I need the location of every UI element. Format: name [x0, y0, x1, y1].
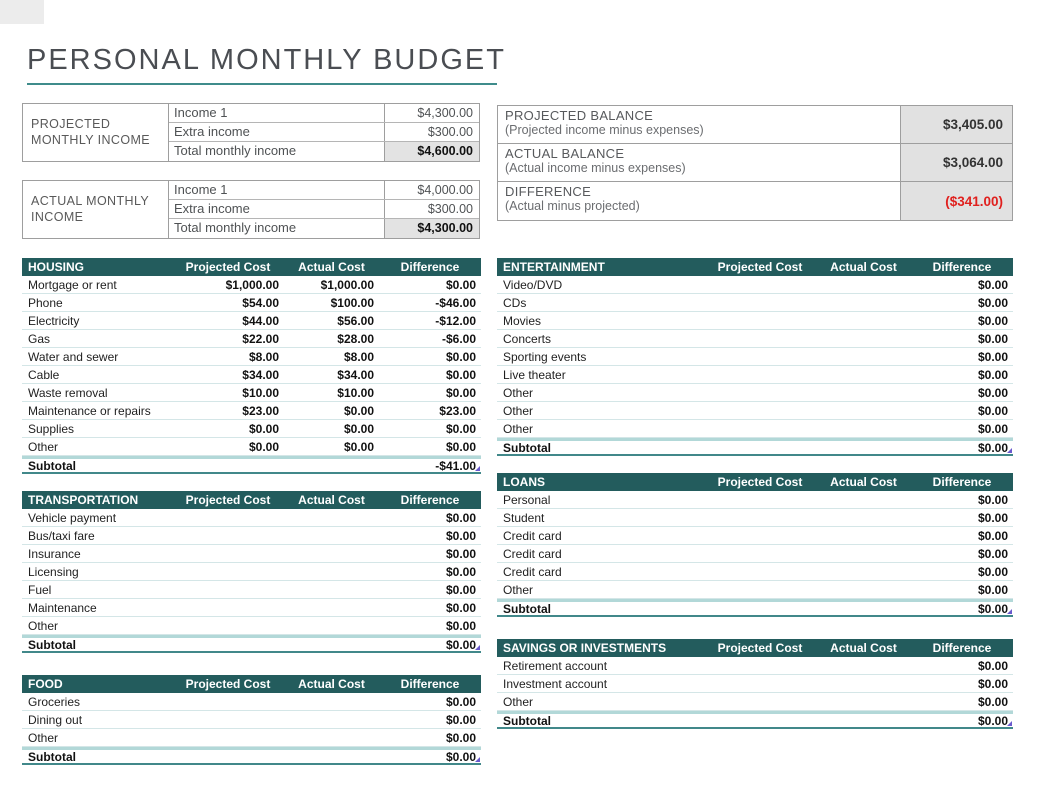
table-row [497, 563, 1013, 581]
subtotal-row [22, 747, 481, 765]
table-row [22, 599, 481, 617]
title-block [27, 44, 506, 85]
row-label-cell[interactable]: Supplies [28, 421, 75, 436]
loans-table-header [497, 473, 1013, 491]
income-item-cell[interactable]: Extra income [174, 124, 250, 139]
actual-cost-header: Actual Cost [298, 493, 365, 507]
actual-cost-header: Actual Cost [298, 677, 365, 691]
subtotal-difference-cell: -$41.00 [435, 458, 476, 473]
difference-cell: $0.00 [445, 510, 476, 525]
difference-cell: $0.00 [977, 492, 1008, 507]
table-row [22, 545, 481, 563]
table-row [22, 509, 481, 527]
difference-cell: $0.00 [977, 510, 1008, 525]
row-label-cell[interactable]: Other [503, 694, 534, 709]
smart-tag-triangle [1007, 721, 1012, 726]
food-table [22, 675, 481, 765]
income-total-label-cell: Total monthly income [174, 220, 297, 235]
table-row [497, 348, 1013, 366]
difference-header: Difference [400, 677, 460, 691]
difference-cell: $0.00 [445, 439, 476, 454]
difference-cell: $0.00 [445, 385, 476, 400]
table-row [497, 581, 1013, 599]
actual-balance-subtitle: (Actual income minus expenses) [505, 161, 686, 175]
difference-cell: $0.00 [445, 367, 476, 382]
subtotal-row [497, 599, 1013, 617]
top-left-artifact [0, 0, 44, 24]
difference-row [498, 182, 1012, 220]
row-label-cell[interactable]: Vehicle payment [28, 510, 117, 525]
food-table-header [22, 675, 481, 693]
row-label-cell[interactable]: Retirement account [503, 658, 608, 673]
subtotal-row [497, 711, 1013, 729]
difference-cell: $0.00 [977, 658, 1008, 673]
row-label-cell[interactable]: Investment account [503, 676, 608, 691]
difference-cell: -$6.00 [441, 331, 476, 346]
projected-balance-subtitle: (Projected income minus expenses) [505, 123, 704, 137]
table-row [22, 312, 481, 330]
savings-table-header [497, 639, 1013, 657]
table-row [497, 294, 1013, 312]
table-row [22, 276, 481, 294]
difference-cell: $0.00 [445, 421, 476, 436]
table-title: HOUSING [28, 260, 85, 274]
actual-cost-cell[interactable]: $100.00 [330, 295, 374, 310]
row-label-cell[interactable]: Other [28, 618, 59, 633]
smart-tag-triangle [475, 757, 480, 762]
subtotal-difference-cell: $0.00 [977, 713, 1008, 728]
income-item-cell[interactable]: Income 1 [174, 182, 228, 197]
subtotal-label: Subtotal [28, 637, 76, 652]
subtotal-label: Subtotal [28, 749, 76, 764]
projected-cost-cell[interactable]: $34.00 [242, 367, 279, 382]
actual-cost-cell[interactable]: $56.00 [337, 313, 374, 328]
right-column [497, 258, 1013, 729]
transportation-table [22, 491, 481, 653]
row-label-cell[interactable]: Other [28, 730, 59, 745]
projected-balance-title: PROJECTED BALANCE [505, 108, 654, 123]
table-row [497, 527, 1013, 545]
subtotal-row [22, 456, 481, 474]
table-row [497, 312, 1013, 330]
income-value-cell[interactable]: $4,300.00 [384, 104, 479, 122]
difference-cell: $0.00 [445, 618, 476, 633]
table-title: ENTERTAINMENT [503, 260, 605, 274]
row-label-cell[interactable]: Maintenance [28, 600, 97, 615]
income-row [169, 200, 479, 219]
table-row [22, 527, 481, 545]
difference-title: DIFFERENCE [505, 184, 592, 199]
difference-cell: $0.00 [445, 546, 476, 561]
projected-cost-cell[interactable]: $22.00 [242, 331, 279, 346]
table-row [22, 348, 481, 366]
table-row [497, 491, 1013, 509]
projected-cost-cell[interactable]: $8.00 [248, 349, 279, 364]
row-label-cell[interactable]: Phone [28, 295, 63, 310]
actual-balance-value: $3,064.00 [900, 144, 1012, 181]
page-title: PERSONAL MONTHLY BUDGET [27, 44, 506, 76]
income-value-cell[interactable]: $300.00 [384, 200, 479, 218]
row-label-cell[interactable]: Credit card [503, 564, 562, 579]
table-row [22, 711, 481, 729]
table-row [22, 438, 481, 456]
table-row [497, 402, 1013, 420]
table-title: FOOD [28, 677, 63, 691]
row-label-cell[interactable]: Movies [503, 313, 542, 328]
difference-header: Difference [932, 641, 992, 655]
difference-cell: $0.00 [445, 349, 476, 364]
table-row [497, 384, 1013, 402]
row-label-cell[interactable]: Mortgage or rent [28, 277, 117, 292]
table-row [497, 675, 1013, 693]
table-row [497, 420, 1013, 438]
difference-cell: $0.00 [977, 546, 1008, 561]
difference-subtitle: (Actual minus projected) [505, 199, 640, 213]
table-row [22, 617, 481, 635]
table-row [22, 420, 481, 438]
actual-cost-cell[interactable]: $10.00 [337, 385, 374, 400]
difference-header: Difference [400, 260, 460, 274]
projected-balance-row [498, 106, 1012, 144]
actual-balance-title: ACTUAL BALANCE [505, 146, 625, 161]
difference-cell: $0.00 [977, 421, 1008, 436]
projected-cost-header: Projected Cost [717, 475, 803, 489]
row-label-cell[interactable]: Video/DVD [503, 277, 563, 292]
income-value-cell[interactable]: $4,000.00 [384, 181, 479, 199]
subtotal-label: Subtotal [503, 713, 551, 728]
table-row [497, 330, 1013, 348]
projected-cost-cell[interactable]: $23.00 [242, 403, 279, 418]
subtotal-difference-cell: $0.00 [445, 749, 476, 764]
table-row [22, 729, 481, 747]
row-label-cell[interactable]: Student [503, 510, 545, 525]
smart-tag-triangle [475, 466, 480, 471]
table-row [497, 509, 1013, 527]
row-label-cell[interactable]: Other [503, 385, 534, 400]
table-row [22, 384, 481, 402]
difference-cell: $0.00 [445, 600, 476, 615]
projected-cost-header: Projected Cost [185, 260, 271, 274]
difference-cell: $0.00 [977, 349, 1008, 364]
actual-balance-row [498, 144, 1012, 182]
loans-table [497, 473, 1013, 617]
difference-cell: $0.00 [445, 712, 476, 727]
subtotal-difference-cell: $0.00 [445, 637, 476, 652]
income-total-row [169, 142, 479, 161]
income-item-cell[interactable]: Income 1 [174, 105, 228, 120]
difference-cell: $0.00 [977, 277, 1008, 292]
table-row [22, 581, 481, 599]
difference-header: Difference [932, 260, 992, 274]
difference-cell: $0.00 [977, 528, 1008, 543]
subtotal-row [497, 438, 1013, 456]
difference-cell: $0.00 [977, 331, 1008, 346]
difference-cell: $0.00 [977, 582, 1008, 597]
row-label-cell[interactable]: Other [503, 582, 534, 597]
income-total-row [169, 219, 479, 238]
housing-table [22, 258, 481, 474]
table-title: SAVINGS OR INVESTMENTS [503, 641, 667, 655]
left-column [22, 258, 481, 765]
difference-cell: $0.00 [445, 564, 476, 579]
actual-cost-header: Actual Cost [830, 260, 897, 274]
row-label-cell[interactable]: Insurance [28, 546, 81, 561]
table-row [22, 330, 481, 348]
row-label-cell[interactable]: Other [503, 403, 534, 418]
row-label-cell[interactable]: Personal [503, 492, 551, 507]
difference-cell: $0.00 [445, 694, 476, 709]
smart-tag-triangle [475, 645, 480, 650]
difference-cell: -$46.00 [435, 295, 476, 310]
actual-cost-cell[interactable]: $0.00 [343, 421, 374, 436]
subtotal-row [22, 635, 481, 653]
table-row [22, 294, 481, 312]
projected-cost-cell[interactable]: $0.00 [248, 421, 279, 436]
actual-cost-cell[interactable]: $0.00 [343, 439, 374, 454]
income-item-cell[interactable]: Extra income [174, 201, 250, 216]
row-label-cell[interactable]: Gas [28, 331, 51, 346]
actual-cost-cell[interactable]: $8.00 [343, 349, 374, 364]
row-label-cell[interactable]: Other [503, 421, 534, 436]
difference-cell: $0.00 [977, 367, 1008, 382]
actual-cost-header: Actual Cost [298, 260, 365, 274]
income-row [169, 104, 479, 123]
subtotal-label: Subtotal [28, 458, 76, 473]
projected-cost-cell[interactable]: $1,000.00 [225, 277, 279, 292]
row-label-cell[interactable]: Licensing [28, 564, 79, 579]
projected-cost-header: Projected Cost [717, 641, 803, 655]
table-row [497, 366, 1013, 384]
income-total-value-cell: $4,300.00 [384, 219, 479, 238]
projected-income-label: PROJECTED MONTHLY INCOME [23, 104, 169, 161]
subtotal-label: Subtotal [503, 440, 551, 455]
subtotal-difference-cell: $0.00 [977, 440, 1008, 455]
actual-income-label: ACTUAL MONTHLY INCOME [23, 181, 169, 238]
difference-cell: $0.00 [977, 295, 1008, 310]
projected-cost-header: Projected Cost [185, 677, 271, 691]
housing-table-header [22, 258, 481, 276]
row-label-cell[interactable]: Credit card [503, 528, 562, 543]
difference-cell: $0.00 [977, 564, 1008, 579]
row-label-cell[interactable]: Electricity [28, 313, 80, 328]
row-label-cell[interactable]: Cable [28, 367, 60, 382]
difference-cell: $0.00 [977, 385, 1008, 400]
projected-cost-cell[interactable]: $54.00 [242, 295, 279, 310]
projected-cost-cell[interactable]: $0.00 [248, 439, 279, 454]
row-label-cell[interactable]: Concerts [503, 331, 552, 346]
actual-cost-cell[interactable]: $0.00 [343, 403, 374, 418]
difference-cell: $23.00 [439, 403, 476, 418]
row-label-cell[interactable]: Bus/taxi fare [28, 528, 95, 543]
actual-cost-header: Actual Cost [830, 641, 897, 655]
difference-cell: $0.00 [977, 313, 1008, 328]
table-title: LOANS [503, 475, 545, 489]
difference-cell: $0.00 [977, 676, 1008, 691]
difference-cell: $0.00 [977, 694, 1008, 709]
projected-cost-cell[interactable]: $44.00 [242, 313, 279, 328]
row-label-cell[interactable]: Maintenance or repairs [28, 403, 151, 418]
table-row [22, 563, 481, 581]
table-row [22, 693, 481, 711]
income-total-label-cell: Total monthly income [174, 143, 297, 158]
row-label-cell[interactable]: Other [28, 439, 59, 454]
row-label-cell[interactable]: Dining out [28, 712, 83, 727]
difference-header: Difference [400, 493, 460, 507]
projected-income-box [22, 103, 480, 162]
table-row [497, 545, 1013, 563]
actual-cost-cell[interactable]: $34.00 [337, 367, 374, 382]
table-row [22, 402, 481, 420]
projected-cost-header: Projected Cost [185, 493, 271, 507]
projected-cost-header: Projected Cost [717, 260, 803, 274]
row-label-cell[interactable]: Groceries [28, 694, 81, 709]
difference-cell: $0.00 [977, 403, 1008, 418]
actual-cost-cell[interactable]: $28.00 [337, 331, 374, 346]
income-total-value-cell: $4,600.00 [384, 142, 479, 161]
savings-table [497, 639, 1013, 729]
difference-cell: $0.00 [445, 730, 476, 745]
income-value-cell[interactable]: $300.00 [384, 123, 479, 141]
subtotal-label: Subtotal [503, 601, 551, 616]
difference-cell: $0.00 [445, 277, 476, 292]
row-label-cell[interactable]: Waste removal [28, 385, 108, 400]
title-underline [27, 83, 497, 85]
projected-balance-value: $3,405.00 [900, 106, 1012, 143]
actual-cost-header: Actual Cost [830, 475, 897, 489]
difference-cell: $0.00 [445, 528, 476, 543]
table-row [497, 276, 1013, 294]
table-row [22, 366, 481, 384]
balance-summary-box [497, 105, 1013, 221]
transportation-table-header [22, 491, 481, 509]
actual-income-box [22, 180, 480, 239]
row-label-cell[interactable]: Water and sewer [28, 349, 119, 364]
row-label-cell[interactable]: Sporting events [503, 349, 587, 364]
row-label-cell[interactable]: Live theater [503, 367, 566, 382]
difference-cell: -$12.00 [435, 313, 476, 328]
difference-cell: $0.00 [445, 582, 476, 597]
entertainment-table [497, 258, 1013, 456]
row-label-cell[interactable]: CDs [503, 295, 527, 310]
subtotal-difference-cell: $0.00 [977, 601, 1008, 616]
difference-header: Difference [932, 475, 992, 489]
projected-cost-cell[interactable]: $10.00 [242, 385, 279, 400]
smart-tag-triangle [1007, 609, 1012, 614]
difference-value: ($341.00) [900, 182, 1012, 220]
row-label-cell[interactable]: Fuel [28, 582, 52, 597]
table-row [497, 657, 1013, 675]
income-row [169, 181, 479, 200]
actual-cost-cell[interactable]: $1,000.00 [320, 277, 374, 292]
table-title: TRANSPORTATION [28, 493, 139, 507]
entertainment-table-header [497, 258, 1013, 276]
table-row [497, 693, 1013, 711]
row-label-cell[interactable]: Credit card [503, 546, 562, 561]
income-row [169, 123, 479, 142]
smart-tag-triangle [1007, 448, 1012, 453]
